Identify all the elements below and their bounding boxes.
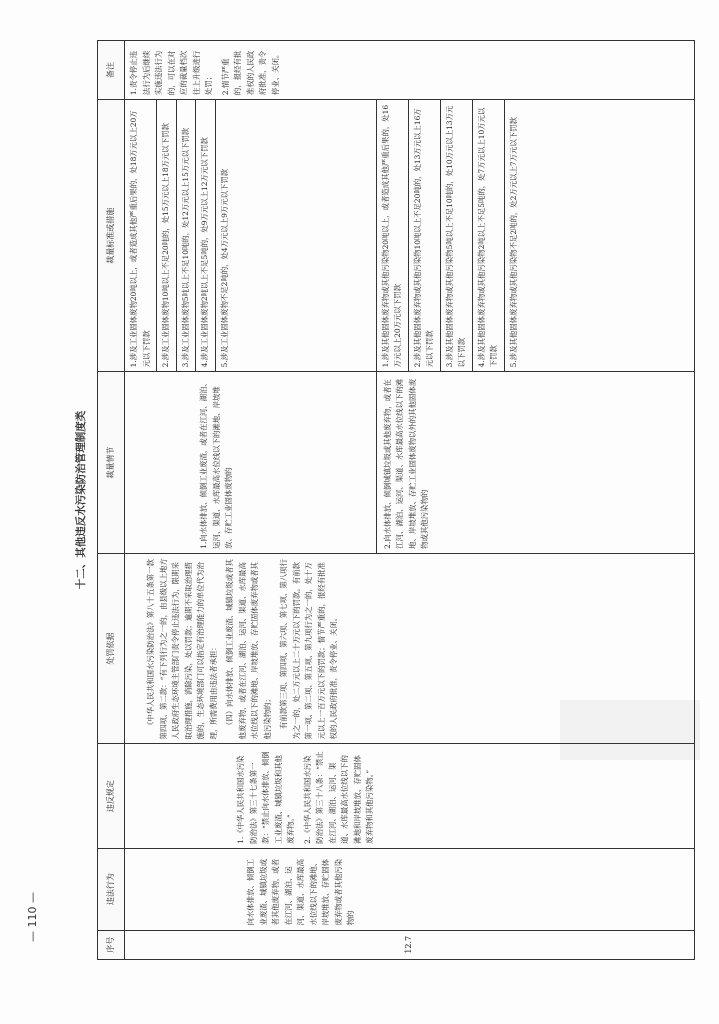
table-header-row: [98, 41, 125, 960]
standard-item: 5.涉及其他固体废弃物或其他污染物不足2吨的，处2万元以上7万元以下罚款: [508, 117, 518, 368]
header-std: 裁量标准或措施: [98, 100, 125, 372]
standard-item: 4.涉及工业固体废物2吨以上不足5吨的，处9万元以上12万元以下罚款: [196, 100, 216, 371]
standard-item: 2.涉及其他固体废弃物或其他污染物10吨以上不足20吨的，处13万元以上16万元以下罚款: [409, 100, 441, 371]
basis-paragraph: 《中华人民共和国水污染防治法》第八十五条第一款第四项、第二款：“有下列行为之一的，由县级以上地方人民政府生态环境主管部门责令停止违法行为，限期采取治理措施，消除污染，处以罚款；逾期不采取治理措施的，生态环境部门可以指定有治理能力的单位代为治理，所需费用由违法者承担：: [146, 558, 218, 740]
violation-act: 向水体排放、倾倒工业废渣、城镇垃圾或者其他废弃物，或者在江河、湖泊、运河、渠道、水库最高水位线以下的滩地、岸坡堆放、存贮固体废弃物或者其他污染物的: [125, 848, 695, 930]
violated-rules: [125, 744, 695, 848]
standard-item: 3.涉及其他固体废弃物或其他污染物5吨以上不足10吨的，处10万元以上13万元以下罚款: [441, 100, 473, 371]
discretion-plot-1: 1.向水体排放、倾倒工业废渣，或者在江河、湖泊、运河、渠道、水库最高水位线以下的滩地、岸坡堆放、存贮工业固体废物的: [125, 372, 377, 554]
standard-item: 3.涉及工业固体废物5吨以上不足10吨的，处12万元以上15万元以下罚款: [177, 100, 197, 371]
remarks: [125, 41, 695, 100]
header-act: 违法行为: [98, 848, 125, 930]
header-plot: 裁量情节: [98, 372, 125, 554]
page-title: 十二、其他违反水污染防治管理制度类: [75, 410, 87, 590]
header-note: 备注: [98, 41, 125, 100]
basis-paragraph: 有前款第三项、第四项、第六项、第七项、第八项行为之一的，处二万元以上二十万元以下的罚款。有前款第一项、第二项、第五项、第九项行为之一的，处十万元以上一百万元以下的罚款；情节严重的，报经有批准权的人民政府批准，责令停业、关闭。: [279, 559, 338, 740]
rotated-table-page: [71, 40, 697, 960]
row-number: 12.7: [125, 930, 695, 959]
discretion-plot-2: 2.向水体排放、倾倒城镇垃圾或其他废弃物，或者在江河、湖泊、运河、渠道、水库最高水位线以下的滩地、岸坡堆放、存贮工业固体废物以外的其他固体废物或其他污染物的: [376, 372, 694, 554]
rule-item: 1.《中华人民共和国水污染防治法》第三十七条第一款：“禁止向水体排放、倾倒工业废渣、城镇垃圾和其他废弃物。”: [236, 751, 295, 844]
page-number: — 110 —: [26, 892, 39, 942]
rule-item: 2.《中华人民共和国水污染防治法》第三十八条：“禁止在江河、湖泊、运河、渠道、水库最高水位线以下的滩地和岸坡堆放、存贮固体废弃物和其他污染物。”: [302, 751, 374, 844]
header-rule: 违反规定: [98, 744, 125, 848]
discretion-standard-group-1: [125, 100, 377, 372]
penalty-basis: [125, 553, 695, 744]
standard-item: 5.涉及工业固体废物不足2吨的，处4万元以上9万元以下罚款: [219, 168, 229, 368]
header-no: 序号: [98, 930, 125, 959]
standard-item: 1.涉及工业固体废物20吨以上，或者造成其他严重后果的，处18万元以上20万元以下罚款: [125, 100, 157, 371]
basis-paragraph: （四）向水体排放、倾倒工业废渣、城镇垃圾或者其他废弃物，或者在江河、湖泊、运河、渠道、水库最高水位线以下的滩地、岸坡堆放、存贮固体废弃物或者其他污染物的；: [225, 559, 272, 740]
discretion-standard-group-2: [376, 100, 694, 372]
note-item: 2.情节严重的，报经有批准权的人民政府批准，责令停业、关闭。: [220, 50, 280, 96]
header-basis: 处罚依据: [98, 553, 125, 744]
penalty-table: [97, 40, 695, 960]
standard-item: 1.涉及其他固体废弃物或其他污染物20吨以上，或者造成其他严重后果的，处16万元以上20万元以下罚款: [377, 100, 409, 371]
standard-item: 4.涉及其他固体废弃物或其他污染物2吨以上不足5吨的，处7万元以上10万元以下罚款: [473, 100, 505, 371]
table-row: [125, 41, 377, 960]
note-item: 1.责令停止违法行为后继续实施违法行为的，可以在对应的裁量档次往上升级进行处罚；: [129, 50, 213, 96]
standard-item: 2.涉及工业固体废物10吨以上不足20吨的，处15万元以上18万元以下罚款: [157, 100, 177, 371]
